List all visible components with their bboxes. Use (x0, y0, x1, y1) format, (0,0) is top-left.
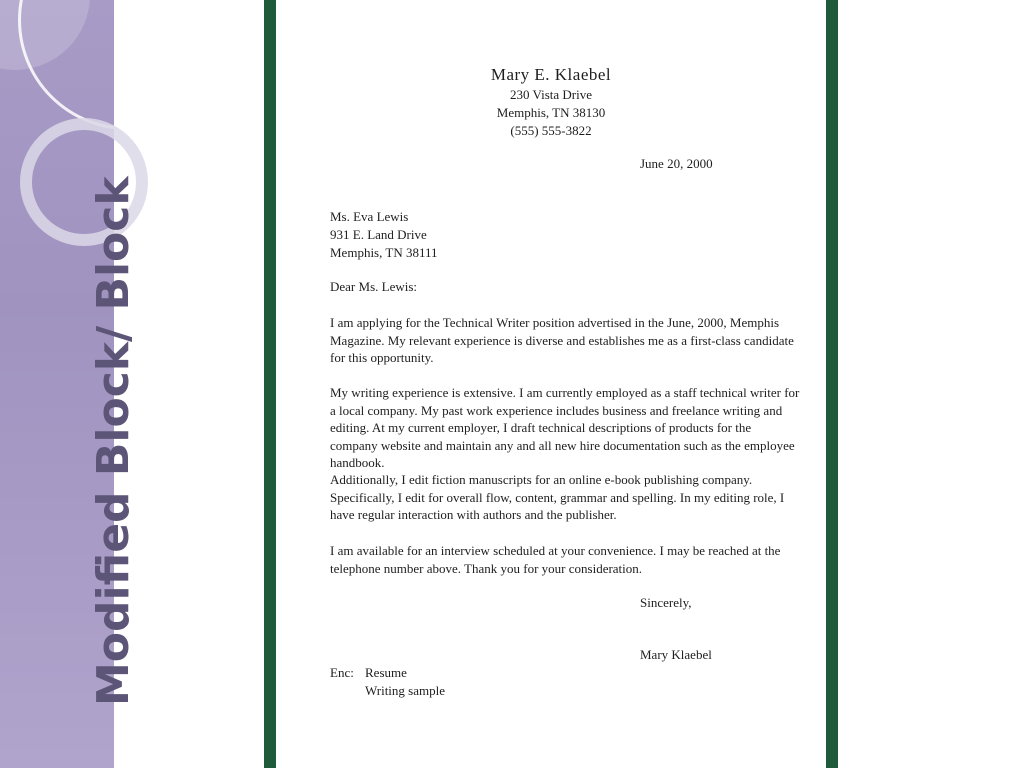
recipient-address-line1: 931 E. Land Drive (330, 227, 427, 242)
signature-name: Mary Klaebel (640, 647, 712, 662)
sender-name: Mary E. Klaebel (490, 65, 612, 84)
sender-address-line1: 230 Vista Drive (509, 87, 593, 102)
complimentary-closing: Sincerely, (640, 595, 692, 610)
letter-date: June 20, 2000 (640, 156, 713, 171)
sender-phone: (555) 555-3822 (510, 123, 592, 138)
body-paragraph-2: My writing experience is extensive. I am currently employed as a staff technical writer for a local company. My past work experience includes business and freelance writing and editing. At my current employer, I draft technical descriptions of products for the company website and maintain any and all new hire documentation such as the employee handbook. (330, 385, 800, 470)
recipient-name: Ms. Eva Lewis (330, 209, 409, 224)
letterhead (276, 64, 826, 140)
enclosure-item: Writing sample (365, 683, 445, 698)
enclosure-list (365, 664, 445, 700)
decorative-circle-large (18, 0, 238, 130)
enclosure-item: Resume (365, 665, 407, 680)
body-paragraph-3: Additionally, I edit fiction manuscripts for an online e-book publishing company. Specifically, I edit for overall flow, content, grammar and spelling. In my editing role, I have regular interaction with authors and the publisher. (330, 472, 785, 522)
recipient-address-line2: Memphis, TN 38111 (330, 245, 438, 260)
inside-address (330, 208, 438, 262)
letter-page (264, 0, 838, 768)
enclosures (330, 664, 445, 700)
side-band (0, 0, 139, 768)
body-paragraph-1: I am applying for the Technical Writer position advertised in the June, 2000, Memphis Magazine. My relevant experience is diverse and establishes me as a first-class candidate for this opportunity. (330, 315, 794, 365)
business-letter (276, 0, 826, 768)
slide-title: Modified Block/ Block (88, 176, 139, 706)
enclosure-label: Enc: (330, 665, 354, 680)
sender-address-line2: Memphis, TN 38130 (496, 105, 606, 120)
body-paragraph-4: I am available for an interview scheduled at your convenience. I may be reached at the telephone number above. Thank you for your consideration. (330, 543, 781, 576)
salutation: Dear Ms. Lewis: (330, 279, 418, 294)
